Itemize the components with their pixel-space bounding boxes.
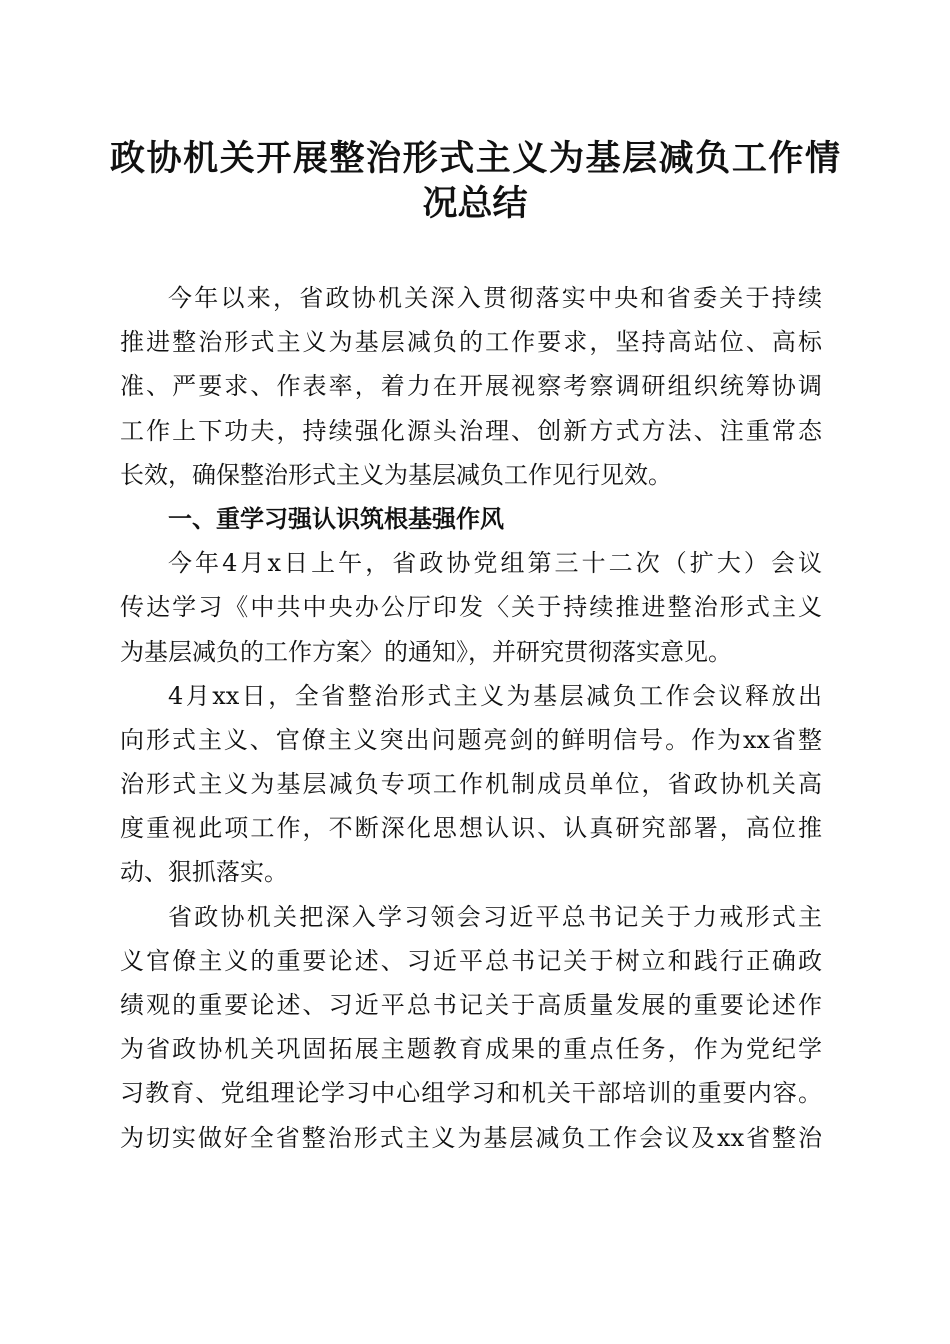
text-line: 向形式主义、官僚主义突出问题亮剑的鲜明信号。作为xx省整 [120,725,822,754]
text-line: 准、严要求、作表率，着力在开展视察考察调研组织统筹协调 [120,372,822,401]
paragraph [120,276,822,497]
text-line: 治形式主义为基层减负专项工作机制成员单位，省政协机关高 [120,770,822,799]
title-line-1: 政协机关开展整治形式主义为基层减负工作情 [110,138,840,179]
text-line: 绩观的重要论述、习近平总书记关于高质量发展的重要论述作 [120,991,822,1019]
text-line: 习教育、党组理论学习中心组学习和机关干部培训的重要内容。 [120,1079,822,1108]
text-line: 长效，确保整治形式主义为基层减负工作见行见效。 [120,460,672,489]
text-line: 度重视此项工作，不断深化思想认识、认真研究部署，高位推 [120,814,822,843]
text-line: 义官僚主义的重要论述、习近平总书记关于树立和践行正确政 [120,946,822,975]
title-line-2: 况总结 [422,183,528,224]
text-line: 今年以来，省政协机关深入贯彻落实中央和省委关于持续 [168,284,822,312]
section-heading [120,497,822,541]
text-line: 动、狠抓落实。 [120,858,288,887]
text-line: 传达学习《中共中央办公厅印发〈关于持续推进整治形式主义 [120,593,822,622]
text-line: 今年4月x日上午，省政协党组第三十二次（扩大）会议 [168,549,822,578]
text-line: 一、重学习强认识筑根基强作风 [168,504,504,533]
text-line: 推进整治形式主义为基层减负的工作要求，坚持高站位、高标 [120,328,822,357]
text-line: 为切实做好全省整治形式主义为基层减负工作会议及xx省整治 [120,1123,822,1152]
paragraph [120,674,822,895]
document-title [110,136,840,226]
text-line: 工作上下功夫，持续强化源头治理、创新方式方法、注重常态 [120,416,822,445]
text-line: 为基层减负的工作方案〉的通知》，并研究贯彻落实意见。 [120,637,732,666]
paragraph [120,541,822,674]
text-line: 省政协机关把深入学习领会习近平总书记关于力戒形式主 [168,902,822,931]
document-body [120,276,822,1160]
paragraph [120,895,822,1160]
text-line: 为省政协机关巩固拓展主题教育成果的重点任务，作为党纪学 [120,1035,822,1064]
text-line: 4月xx日，全省整治形式主义为基层减负工作会议释放出 [168,681,822,710]
